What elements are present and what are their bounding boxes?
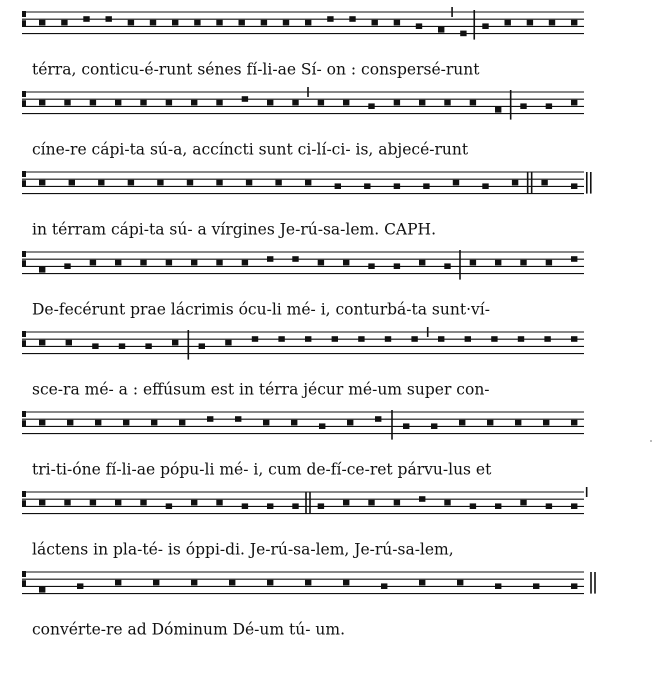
neume-note <box>512 180 518 186</box>
neume-note <box>318 503 324 509</box>
neume-note <box>246 180 252 186</box>
neume-note <box>140 500 146 506</box>
neume-note <box>39 420 45 426</box>
neume-note <box>216 500 222 506</box>
neume-note <box>368 500 374 506</box>
neume-note <box>216 260 222 266</box>
neume-note <box>128 180 134 186</box>
neume-note <box>444 263 450 269</box>
neume-note <box>546 260 552 266</box>
neume-note <box>444 500 450 506</box>
neume-note <box>115 100 121 106</box>
neume-note <box>291 420 297 426</box>
neume-note <box>460 31 466 37</box>
do-clef-icon <box>22 171 26 186</box>
neume-note <box>83 16 89 22</box>
neume-note <box>411 336 417 342</box>
neume-note <box>39 587 45 593</box>
do-clef-icon <box>22 411 26 426</box>
neume-note <box>252 336 258 342</box>
neume-note <box>419 580 425 586</box>
neume-note <box>216 100 222 106</box>
neume-note <box>305 580 311 586</box>
neume-note <box>444 100 450 106</box>
neume-note <box>239 20 245 26</box>
neume-note <box>546 103 552 109</box>
staff-system-5 <box>22 327 584 399</box>
neume-note <box>347 420 353 426</box>
neume-note <box>438 27 444 33</box>
neume-note <box>343 100 349 106</box>
neume-note <box>368 263 374 269</box>
neume-note <box>394 500 400 506</box>
neume-note <box>571 336 577 342</box>
neume-note <box>438 336 444 342</box>
neume-note <box>229 580 235 586</box>
neume-note <box>343 260 349 266</box>
neume-note <box>292 503 298 509</box>
neume-note <box>368 103 374 109</box>
neume-note <box>571 420 577 426</box>
neume-note <box>364 183 370 189</box>
neume-note <box>470 260 476 266</box>
neume-note <box>571 20 577 26</box>
lyric-line: cíne-re cápi-ta sú-a, accíncti sunt ci-lí-ci- is, abjecé-runt <box>32 140 469 159</box>
neume-note <box>242 96 248 102</box>
do-clef-icon <box>22 11 26 26</box>
do-clef-icon <box>22 91 26 106</box>
staff-system-7 <box>22 487 587 559</box>
neume-note <box>115 260 121 266</box>
do-clef-icon <box>22 571 26 586</box>
neume-note <box>394 183 400 189</box>
neume-note <box>123 420 129 426</box>
neume-note <box>61 20 67 26</box>
neume-note <box>372 20 378 26</box>
neume-note <box>140 260 146 266</box>
neume-note <box>515 420 521 426</box>
neume-note <box>305 20 311 26</box>
neume-note <box>67 420 73 426</box>
lyric-line: láctens in pla-té- is óppi-di. Je-rú-sa-lem, Je-rú-sa-lem, <box>32 540 454 559</box>
neume-note <box>263 420 269 426</box>
do-clef-icon <box>22 491 26 506</box>
neume-note <box>69 180 75 186</box>
neume-note <box>66 340 72 346</box>
neume-note <box>39 20 45 26</box>
neume-note <box>571 256 577 262</box>
neume-note <box>39 340 45 346</box>
staff-system-8 <box>22 571 595 639</box>
neume-note <box>199 343 205 349</box>
neume-note <box>385 336 391 342</box>
staff-system-6 <box>22 410 584 479</box>
neume-note <box>191 500 197 506</box>
neume-note <box>64 100 70 106</box>
neume-note <box>150 20 156 26</box>
neume-note <box>358 336 364 342</box>
neume-note <box>505 20 511 26</box>
neume-note <box>151 420 157 426</box>
neume-note <box>172 340 178 346</box>
neume-note <box>549 20 555 26</box>
neume-note <box>470 503 476 509</box>
lyric-line: térra, conticu-é-runt sénes fí-li-ae Sí- on : conspersé-runt <box>32 60 480 79</box>
neume-note <box>332 336 338 342</box>
neume-note <box>459 420 465 426</box>
neume-note <box>283 20 289 26</box>
neume-note <box>491 336 497 342</box>
neume-note <box>546 503 552 509</box>
neume-note <box>394 100 400 106</box>
neume-note <box>267 100 273 106</box>
neume-note <box>77 583 83 589</box>
neume-note <box>39 100 45 106</box>
lyric-line: De-fecérunt prae lácrimis ócu-li mé- i, conturbá-ta sunt·ví- <box>32 300 490 319</box>
lyric-line: in térram cápi-ta sú- a vírgines Je-rú-sa-lem. CAPH. <box>32 220 436 239</box>
neume-note <box>453 180 459 186</box>
neume-note <box>92 343 98 349</box>
do-clef-icon <box>22 251 26 266</box>
neume-note <box>431 423 437 429</box>
neume-note <box>487 420 493 426</box>
neume-note <box>470 100 476 106</box>
neume-note <box>225 340 231 346</box>
do-clef-icon <box>22 331 26 346</box>
neume-note <box>423 183 429 189</box>
neume-note <box>394 263 400 269</box>
neume-note <box>419 260 425 266</box>
neume-note <box>571 100 577 106</box>
neume-note <box>166 260 172 266</box>
neume-note <box>106 16 112 22</box>
neume-note <box>319 423 325 429</box>
neume-note <box>128 20 134 26</box>
neume-note <box>64 500 70 506</box>
neume-note <box>327 16 333 22</box>
neume-note <box>191 260 197 266</box>
neume-note <box>495 260 501 266</box>
neume-note <box>403 423 409 429</box>
neume-note <box>305 180 311 186</box>
neume-note <box>343 580 349 586</box>
neume-note <box>518 336 524 342</box>
neume-note <box>267 503 273 509</box>
neume-note <box>216 20 222 26</box>
neume-note <box>64 263 70 269</box>
neume-note <box>191 100 197 106</box>
neume-note <box>292 256 298 262</box>
neume-note <box>157 180 163 186</box>
staff-system-1 <box>22 7 584 79</box>
neume-note <box>394 20 400 26</box>
neume-note <box>242 503 248 509</box>
neume-note <box>172 20 178 26</box>
neume-note <box>145 343 151 349</box>
neume-note <box>495 107 501 113</box>
neume-note <box>318 100 324 106</box>
neume-note <box>90 260 96 266</box>
neume-note <box>39 180 45 186</box>
neume-note <box>419 100 425 106</box>
neume-note <box>533 583 539 589</box>
neume-note <box>191 580 197 586</box>
neume-note <box>571 503 577 509</box>
neume-note <box>292 100 298 106</box>
neume-note <box>275 180 281 186</box>
margin-speck <box>650 440 652 442</box>
neume-note <box>179 420 185 426</box>
neume-note <box>544 336 550 342</box>
neume-note <box>457 580 463 586</box>
neume-note <box>235 416 241 422</box>
neume-note <box>207 416 213 422</box>
neume-note <box>482 183 488 189</box>
neume-note <box>166 503 172 509</box>
neume-note <box>119 343 125 349</box>
neume-note <box>140 100 146 106</box>
neume-note <box>95 420 101 426</box>
neume-note <box>343 500 349 506</box>
neume-note <box>349 16 355 22</box>
neume-note <box>115 580 121 586</box>
neume-note <box>375 416 381 422</box>
neume-note <box>543 420 549 426</box>
staff-system-3 <box>22 171 591 239</box>
neume-note <box>482 23 488 29</box>
neume-note <box>98 180 104 186</box>
lyric-line: convérte-re ad Dóminum Dé-um tú- um. <box>32 620 346 639</box>
neume-note <box>419 496 425 502</box>
neume-note <box>520 103 526 109</box>
neume-note <box>318 260 324 266</box>
staff-system-2 <box>22 87 584 159</box>
neume-note <box>39 500 45 506</box>
neume-note <box>115 500 121 506</box>
neume-note <box>194 20 200 26</box>
lyric-line: tri-ti-óne fí-li-ae pópu-li mé- i, cum de-fí-ce-ret párvu-lus et <box>32 460 492 479</box>
neume-note <box>216 180 222 186</box>
neume-note <box>90 100 96 106</box>
neume-note <box>39 267 45 273</box>
neume-note <box>166 100 172 106</box>
neume-note <box>278 336 284 342</box>
neume-note <box>153 580 159 586</box>
neume-note <box>267 580 273 586</box>
neume-note <box>381 583 387 589</box>
neume-note <box>520 260 526 266</box>
neume-note <box>90 500 96 506</box>
neume-note <box>495 503 501 509</box>
neume-note <box>495 583 501 589</box>
neume-note <box>305 336 311 342</box>
neume-note <box>416 23 422 29</box>
neume-note <box>465 336 471 342</box>
neume-note <box>571 183 577 189</box>
neume-note <box>335 183 341 189</box>
neume-note <box>261 20 267 26</box>
neume-note <box>571 583 577 589</box>
neume-note <box>187 180 193 186</box>
neume-note <box>541 180 547 186</box>
neume-note <box>520 500 526 506</box>
neume-note <box>242 260 248 266</box>
neume-note <box>527 20 533 26</box>
staff-system-4 <box>22 250 584 319</box>
lyric-line: sce-ra mé- a : effúsum est in térra jécur mé-um super con- <box>32 380 490 399</box>
neume-note <box>267 256 273 262</box>
